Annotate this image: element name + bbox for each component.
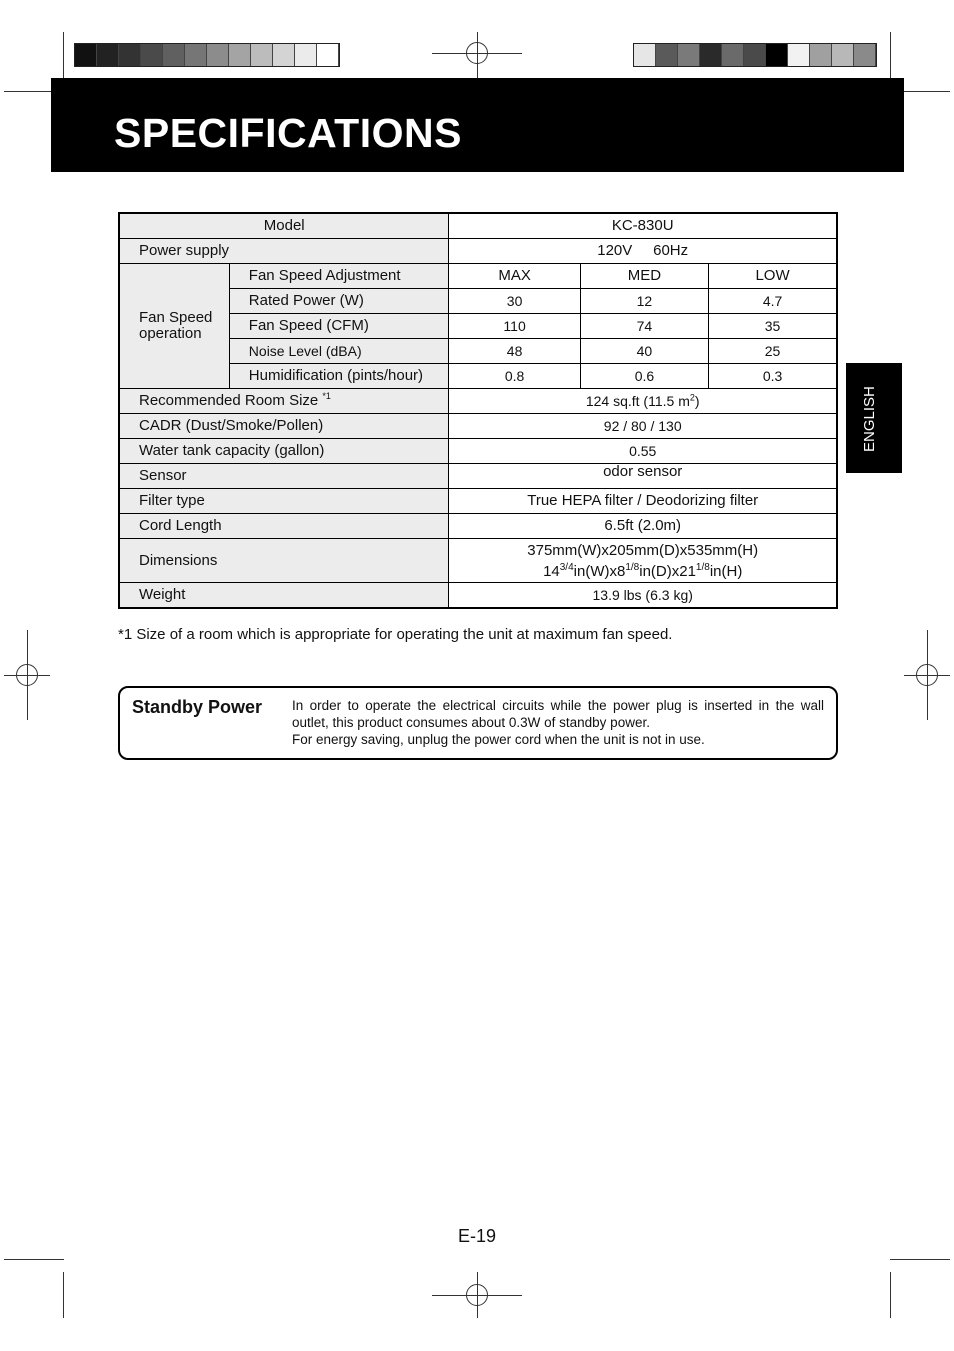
- color-swatch: [656, 44, 678, 66]
- fan-speed-operation-label: Fan Speed operation: [119, 264, 229, 389]
- crop-mark: [890, 1272, 891, 1318]
- table-row: [119, 489, 837, 514]
- color-swatch: [810, 44, 832, 66]
- color-swatch: [75, 44, 97, 66]
- color-swatch-strip-left: [74, 43, 340, 67]
- color-swatch: [229, 44, 251, 66]
- table-row: [119, 464, 837, 489]
- fan-speed-cfm-label: Fan Speed (CFM): [229, 314, 449, 339]
- fan-speed-cfm-max: 110: [449, 314, 580, 339]
- crop-mark: [890, 32, 891, 80]
- color-swatch: [251, 44, 273, 66]
- dimensions-label: Dimensions: [119, 539, 449, 583]
- page-title: SPECIFICATIONS: [114, 110, 462, 156]
- table-row: [119, 439, 837, 464]
- humidification-med: 0.6: [580, 364, 708, 389]
- color-swatch: [700, 44, 722, 66]
- humidification-low: 0.3: [709, 364, 837, 389]
- color-swatch-strip-right: [633, 43, 877, 67]
- color-swatch: [317, 44, 339, 66]
- standby-power-box: [118, 686, 838, 760]
- table-row: [119, 539, 837, 583]
- speed-low: LOW: [709, 264, 837, 289]
- cord-length-value: 6.5ft (2.0m): [449, 514, 837, 539]
- crop-mark: [4, 91, 51, 92]
- color-swatch: [97, 44, 119, 66]
- footnote: *1 Size of a room which is appropriate for operating the unit at maximum fan speed.: [118, 626, 673, 643]
- table-row: [119, 514, 837, 539]
- crop-mark: [890, 1259, 950, 1260]
- color-swatch: [722, 44, 744, 66]
- noise-level-max: 48: [449, 339, 580, 364]
- rated-power-max: 30: [449, 289, 580, 314]
- model-value: KC-830U: [449, 213, 837, 239]
- room-size-label: Recommended Room Size $^{*1}$: [119, 389, 449, 414]
- water-tank-value: 0.55: [449, 439, 837, 464]
- language-tab-label: ENGLISH: [861, 386, 878, 452]
- weight-value: 13.9 lbs (6.3 kg): [449, 583, 837, 609]
- rated-power-med: 12: [580, 289, 708, 314]
- crop-mark: [4, 1259, 64, 1260]
- standby-power-title: Standby Power: [132, 697, 263, 717]
- noise-level-label: Noise Level (dBA): [229, 339, 449, 364]
- specifications-table: [118, 212, 838, 609]
- color-swatch: [678, 44, 700, 66]
- speed-med: MED: [580, 264, 708, 289]
- color-swatch: [295, 44, 317, 66]
- table-row: [119, 239, 837, 264]
- color-swatch: [744, 44, 766, 66]
- humidification-max: 0.8: [449, 364, 580, 389]
- color-swatch: [766, 44, 788, 66]
- color-swatch: [141, 44, 163, 66]
- table-row: [119, 389, 837, 414]
- power-supply-label: Power supply: [119, 239, 449, 264]
- crop-mark: [904, 91, 950, 92]
- table-row: [119, 414, 837, 439]
- model-label: Model: [119, 213, 449, 239]
- fan-speed-cfm-low: 35: [709, 314, 837, 339]
- rated-power-label: Rated Power (W): [229, 289, 449, 314]
- color-swatch: [634, 44, 656, 66]
- room-size-value: 124 sq.ft (11.5 $m^2$): [449, 389, 837, 414]
- weight-label: Weight: [119, 583, 449, 609]
- cadr-value: 92 / 80 / 130: [449, 414, 837, 439]
- color-swatch: [788, 44, 810, 66]
- power-supply-value: 120V 60Hz: [449, 239, 837, 264]
- cadr-label: CADR (Dust/Smoke/Pollen): [119, 414, 449, 439]
- standby-power-text: In order to operate the electrical circuits while the power plug is inserted in the wall outlet, this product consumes about 0.3W of standby power. For energy saving, unplug the power cord when the unit is not in use.: [292, 698, 824, 747]
- water-tank-label: Water tank capacity (gallon): [119, 439, 449, 464]
- fan-speed-adjustment-label: Fan Speed Adjustment: [229, 264, 449, 289]
- color-swatch: [207, 44, 229, 66]
- humidification-label: Humidification (pints/hour): [229, 364, 449, 389]
- noise-level-low: 25: [709, 339, 837, 364]
- color-swatch: [832, 44, 854, 66]
- color-swatch: [854, 44, 876, 66]
- color-swatch: [163, 44, 185, 66]
- noise-level-med: 40: [580, 339, 708, 364]
- filter-type-value: True HEPA filter / Deodorizing filter: [449, 489, 837, 514]
- fan-speed-cfm-med: 74: [580, 314, 708, 339]
- color-swatch: [185, 44, 207, 66]
- footnote-ref: *1: [322, 391, 331, 401]
- dimensions-value: 375mm(W)x205mm(D)x535mm(H) $14^{3/4}in(W)x8^{1/8}in(D)x21^{1/8}in(H)$: [449, 539, 837, 583]
- rated-power-low: 4.7: [709, 289, 837, 314]
- table-row: [119, 583, 837, 609]
- table-row: [119, 213, 837, 239]
- table-row: [119, 264, 837, 289]
- sensor-label: Sensor: [119, 464, 449, 489]
- page-number: E-19: [458, 1226, 497, 1246]
- sensor-value: odor sensor: [449, 464, 837, 489]
- filter-type-label: Filter type: [119, 489, 449, 514]
- speed-max: MAX: [449, 264, 580, 289]
- crop-mark: [63, 1272, 64, 1318]
- color-swatch: [273, 44, 295, 66]
- crop-mark: [63, 32, 64, 80]
- cord-length-label: Cord Length: [119, 514, 449, 539]
- color-swatch: [119, 44, 141, 66]
